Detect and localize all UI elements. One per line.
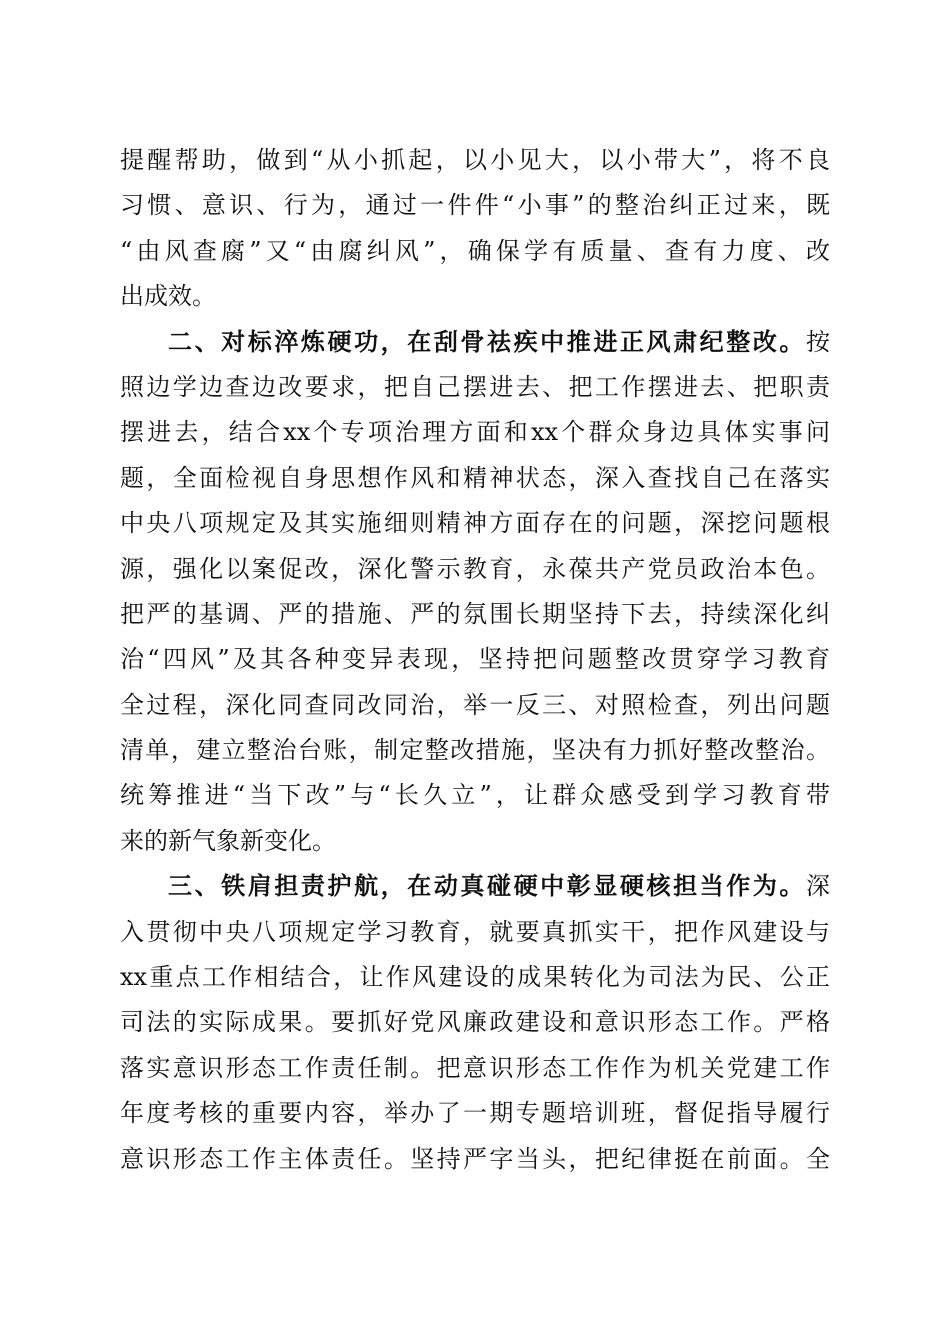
- paragraph3-heading: 三、铁肩担责护航，在动真碰硬中彰显硬核担当作为。: [168, 872, 806, 901]
- paragraph3-first-line-rest: 深: [806, 872, 830, 901]
- paragraph1-line-1: 提醒帮助，做到“从小抓起，以小见大，以小带大”，将不良: [120, 146, 830, 174]
- paragraph2-line-12: 来的新气象新变化。: [120, 826, 336, 855]
- paragraph2-line-5: 中央八项规定及其实施细则精神方面存在的问题，深挖问题根: [120, 509, 830, 538]
- paragraph1-line-3: “由风查腐”又“由腐纠风”，确保学有质量、查有力度、改: [120, 236, 830, 265]
- paragraph2-first-line: [120, 320, 830, 365]
- document-body: [120, 138, 830, 1182]
- paragraph3-line-7: 意识形态工作主体责任。坚持严字当头，把纪律挺在前面。全: [120, 1144, 830, 1173]
- paragraph2-line-6: 源，强化以案促改，深化警示教育，永葆共产党员政治本色。: [120, 554, 830, 583]
- paragraph2-line-10: 清单，建立整治台账，制定整改措施，坚决有力抓好整改整治。: [120, 736, 830, 765]
- paragraph2-line-8: 治“四风”及其各种变异表现，坚持把问题整改贯穿学习教育: [120, 645, 830, 674]
- paragraph2-heading: 二、对标淬炼硬功，在刮骨祛疾中推进正风肃纪整改。: [168, 327, 806, 356]
- paragraph3-first-line: [120, 864, 830, 909]
- paragraph3-line-3: xx重点工作相结合，让作风建设的成果转化为司法为民、公正: [120, 963, 830, 992]
- paragraph2-line-4: 题，全面检视自身思想作风和精神状态，深入查找自己在落实: [120, 463, 830, 492]
- paragraph2-line-11: 统筹推进“当下改”与“长久立”，让群众感受到学习教育带: [120, 781, 830, 810]
- paragraph3-line-2: 入贯彻中央八项规定学习教育，就要真抓实干，把作风建设与: [120, 917, 830, 946]
- paragraph2-first-line-rest: 按: [806, 327, 830, 356]
- paragraph2-line-7: 把严的基调、严的措施、严的氛围长期坚持下去，持续深化纠: [120, 599, 830, 628]
- paragraph2-line-9: 全过程，深化同查同改同治，举一反三、对照检查，列出问题: [120, 690, 830, 719]
- paragraph3-line-5: 落实意识形态工作责任制。把意识形态工作作为机关党建工作: [120, 1053, 830, 1082]
- paragraph2-line-3: 摆进去，结合xx个专项治理方面和xx个群众身边具体实事问: [120, 418, 830, 447]
- paragraph1-line-2: 习惯、意识、行为，通过一件件“小事”的整治纠正过来，既: [120, 191, 830, 220]
- paragraph1-line-4: 出成效。: [120, 282, 216, 311]
- paragraph3-line-4: 司法的实际成果。要抓好党风廉政建设和意识形态工作。严格: [120, 1008, 830, 1037]
- paragraph2-line-2: 照边学边查边改要求，把自己摆进去、把工作摆进去、把职责: [120, 372, 830, 401]
- paragraph3-line-6: 年度考核的重要内容，举办了一期专题培训班，督促指导履行: [120, 1099, 830, 1128]
